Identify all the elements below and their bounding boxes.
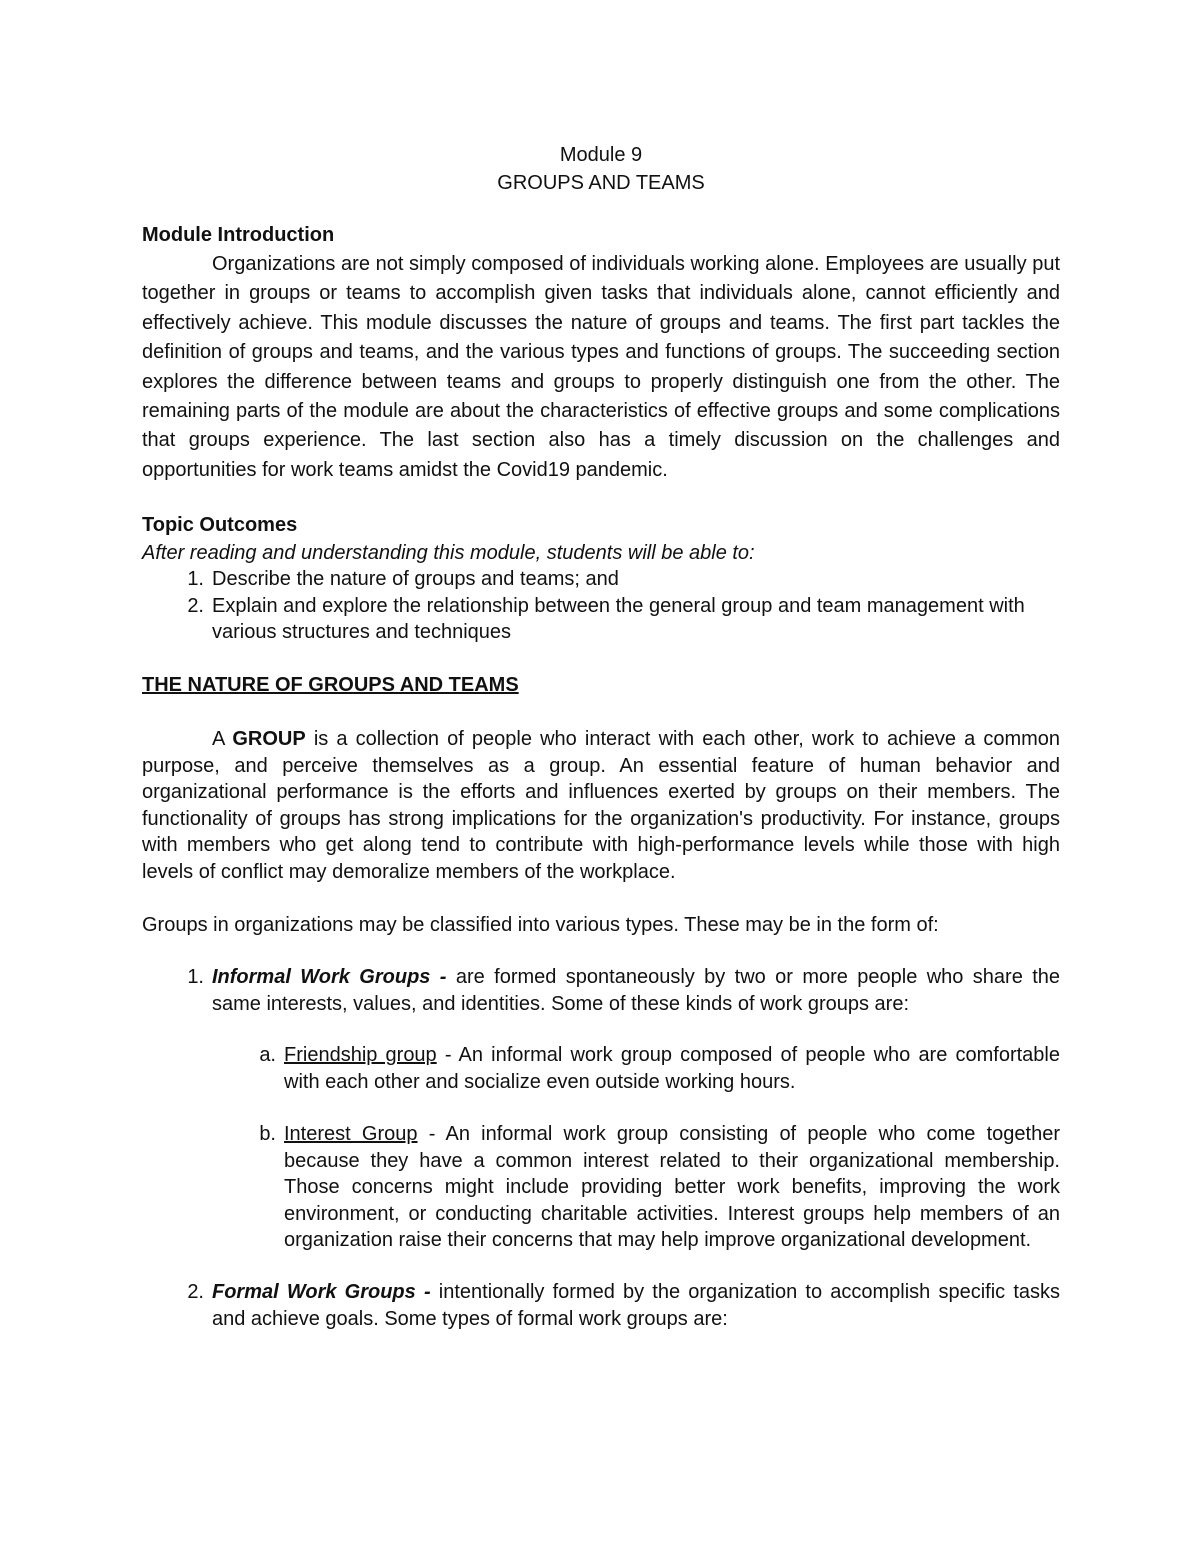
group-type-item [187,964,1061,1017]
types-intro: Groups in organizations may be classified into various types. These may be in the form of: [142,914,939,936]
group-definition-paragraph [142,726,1060,885]
type-description: are formed spontaneously by two or more people who share the same interests, values, and identities. Some of these kinds of work groups are: [212,966,1061,1015]
type-description: intentionally formed by the organization to accomplish specific tasks and achieve goals. Some types of formal work groups are: [212,1281,1060,1330]
group-term: GROUP [232,728,306,750]
intro-paragraph: Organizations are not simply composed of individuals working alone. Employees are usually put together in groups or teams to accomplish given tasks that individuals alone, cannot efficiently and effectively achieve. This module discusses the nature of groups and teams. The first part tackles the definition of groups and teams, and the various types and functions of groups. The succeeding section explores the difference between teams and groups to properly distinguish one from the other. The remaining parts of the module are about the characteristics of effective groups and some complications that groups experience. The last section also has a timely discussion on the challenges and opportunities for work teams amidst the Covid19 pandemic. [142,253,1060,481]
subtype-term: Interest Group [284,1123,418,1145]
outcome-item [187,593,1060,646]
subtype-letter: b. [259,1123,276,1145]
paragraph-text: A [212,728,233,750]
outcome-number: 1. [187,568,204,590]
type-number: 1. [187,966,204,988]
type-number: 2. [187,1281,204,1303]
paragraph-text: is a collection of people who interact with each other, work to achieve a common purpose, and perceive themselves as a group. An essential feature of human behavior and organizational performance is the efforts and influences exerted by groups on their members. The functionality of groups has strong implications for the organization's productivity. For instance, groups with members who get along tend to contribute with high-performance levels while those with high levels of conflict may demoralize members of the workplace. [142,728,1061,883]
subtype-description: - An informal work group consisting of people who come together because they have a common interest related to their organizational membership. Those concerns might include providing better work benefits, improving the work environment, or conducting charitable activities. Interest groups help members of an organization raise their concerns that may help improve organizational development. [284,1123,1061,1251]
intro-heading: Module Introduction [142,224,335,246]
type-term: Formal Work Groups - [212,1281,431,1303]
subtype-item [259,1121,1061,1254]
outcome-text: Explain and explore the relationship between the general group and team management with various structures and techniques [212,594,1025,643]
outcomes-list [187,566,1060,646]
outcome-text: Describe the nature of groups and teams; and [212,568,619,590]
subtype-term: Friendship group [284,1044,437,1066]
group-type-item [187,1279,1060,1332]
outcome-item [187,566,1060,593]
subtype-item [259,1042,1060,1095]
module-number: Module 9 [559,144,643,166]
section-heading: THE NATURE OF GROUPS AND TEAMS [142,674,519,696]
outcome-number: 2. [187,594,204,617]
outcomes-lead: After reading and understanding this module, students will be able to: [142,542,755,564]
outcomes-heading: Topic Outcomes [142,514,298,536]
module-title: GROUPS AND TEAMS [497,172,705,194]
type-term: Informal Work Groups - [212,966,447,988]
subtype-letter: a. [259,1044,276,1066]
subtype-description: - An informal work group composed of people who are comfortable with each other and socialize even outside working hours. [284,1044,1060,1093]
